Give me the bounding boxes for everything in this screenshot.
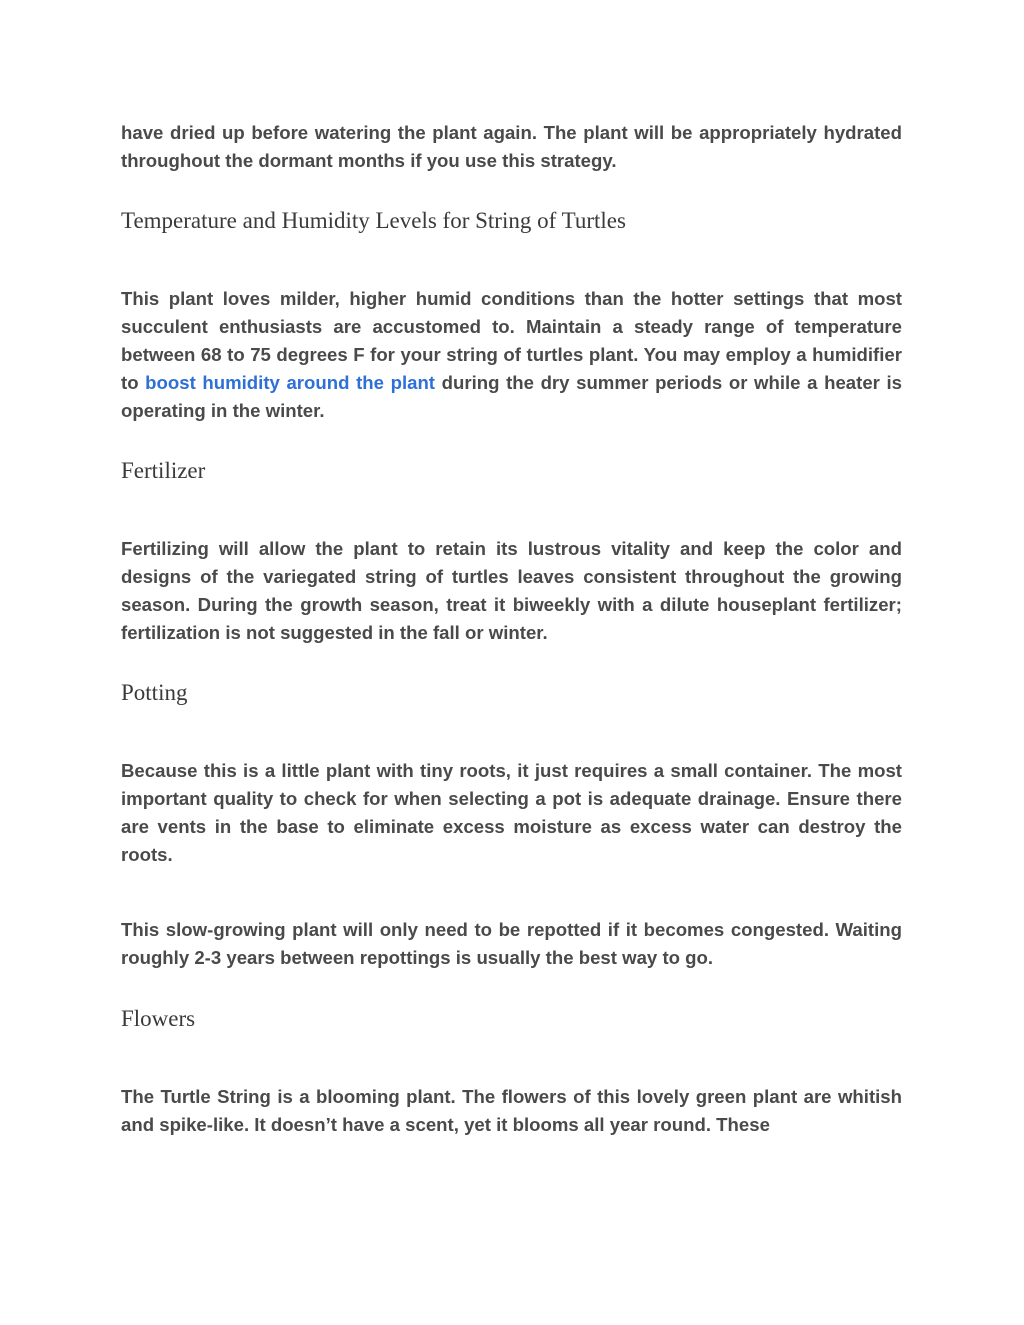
paragraph-temperature-humidity <box>121 285 902 425</box>
paragraph-temperature-text-start: This plant loves milder, higher humid conditions than the hotter settings that most succulent enthusiasts are accustomed to. Maintain a steady range of temperature between 68 to 75 degrees F for your string of turtles plant. You may employ a humidifier to <box>121 288 902 393</box>
paragraph-potting-container: Because this is a little plant with tiny roots, it just requires a small container. The most important quality to check for when selecting a pot is adequate drainage. Ensure there are vents in the base to eliminate excess moisture as excess water can destroy the roots. <box>121 760 902 865</box>
paragraph-temperature-text-end: during the dry summer periods or while a heater is operating in the winter. <box>121 372 903 421</box>
paragraph-flowers: The Turtle String is a blooming plant. The flowers of this lovely green plant are whitish and spike-like. It doesn’t have a scent, yet it blooms all year round. These <box>121 1086 902 1135</box>
paragraph-fertilizer: Fertilizing will allow the plant to retain its lustrous vitality and keep the color and designs of the variegated string of turtles leaves consistent throughout the growing season. During the growth season, treat it biweekly with a dilute houseplant fertilizer; fertilization is not suggested in the fall or winter. <box>121 538 902 643</box>
heading-flowers: Flowers <box>121 1006 196 1031</box>
heading-temperature-humidity: Temperature and Humidity Levels for String of Turtles <box>121 208 626 233</box>
paragraph-potting-repotting: This slow-growing plant will only need to be repotted if it becomes congested. Waiting roughly 2-3 years between repottings is usually the best way to go. <box>121 919 902 968</box>
heading-fertilizer: Fertilizer <box>121 458 206 483</box>
paragraph-watering-end: have dried up before watering the plant again. The plant will be appropriately hydrated throughout the dormant months if you use this strategy. <box>121 122 902 171</box>
heading-potting: Potting <box>121 680 188 705</box>
boost-humidity-link[interactable]: boost humidity around the plant <box>145 372 436 393</box>
